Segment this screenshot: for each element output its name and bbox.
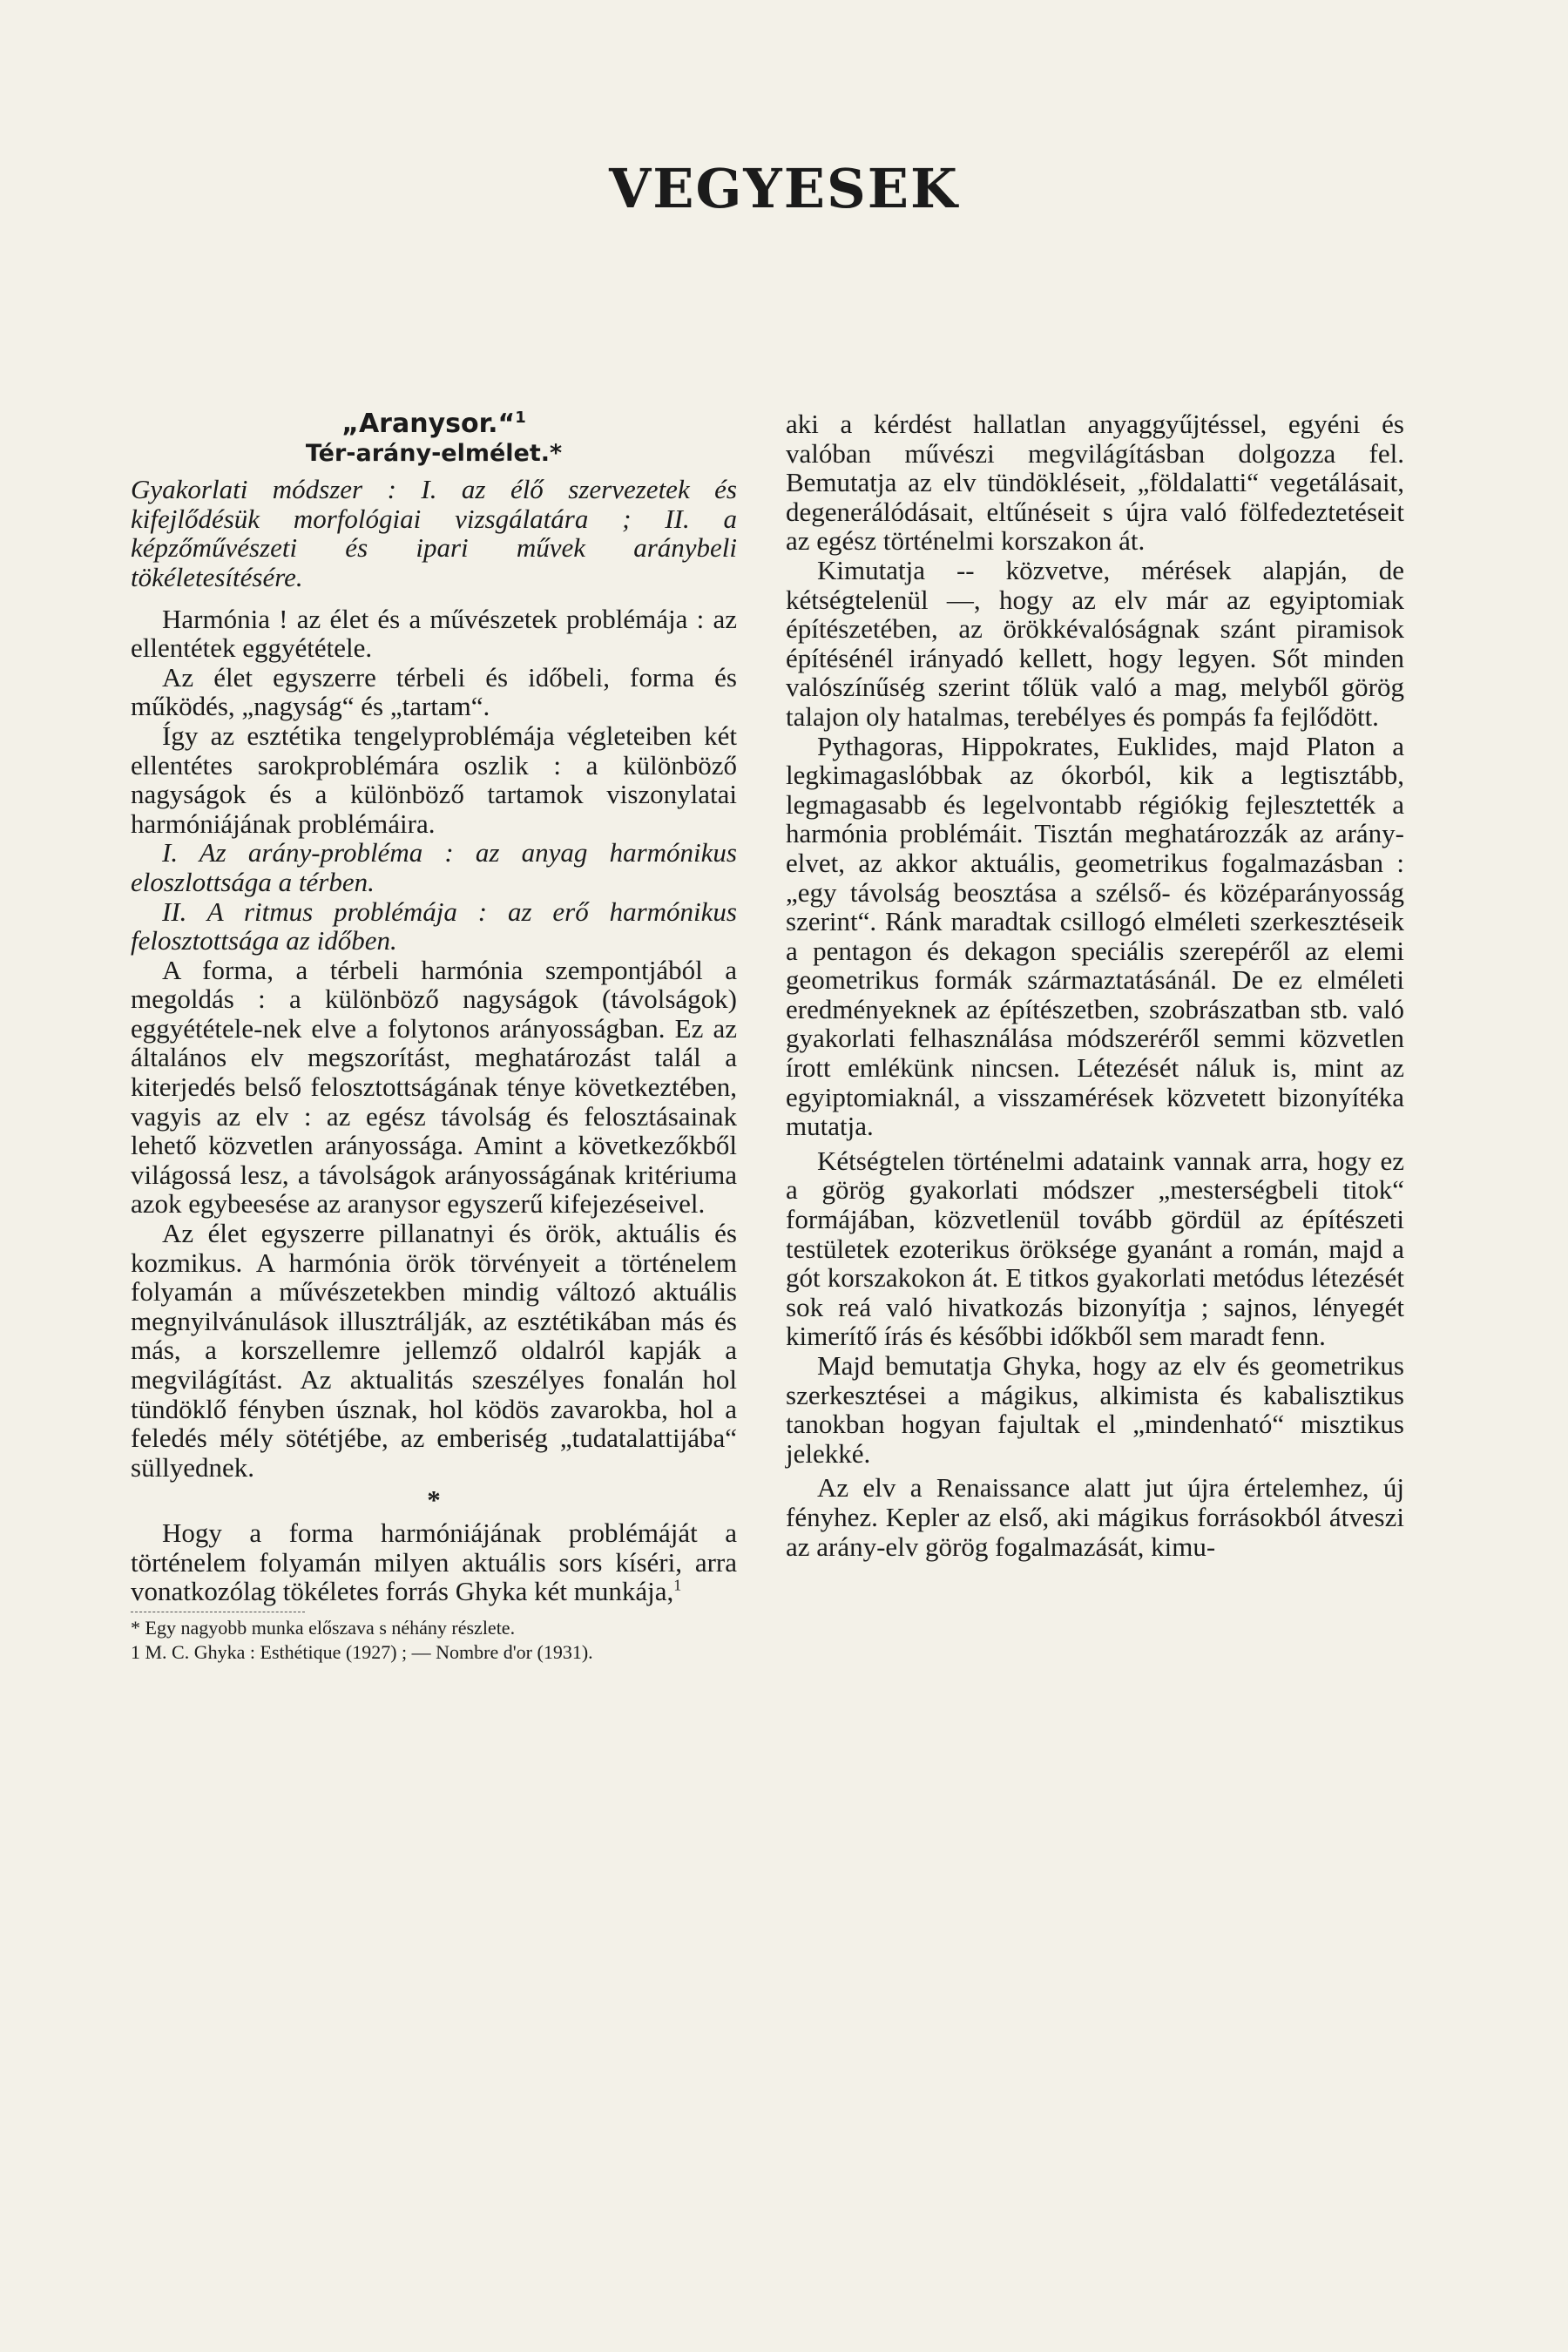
paragraph: Az élet egyszerre pillanatnyi és örök, aktuális és kozmikus. A harmónia örök törvényeit a történelem folyamán a művészetekben mindig változó aktuális megnyilvánulások illusztrálják, az esztétikában más és más, a korszellemre jellemző oldalról kapják a megvilágítást. Az aktualitás szeszélyes fonalán hol tündöklő fényben úsznak, hol ködös zavarokba, hol a feledés mély sötétjébe, az emberiség „tudatalattijába“ süllyednek.: [131, 1218, 737, 1483]
paragraph: Pythagoras, Hippokrates, Euklides, majd Platon a legkimagaslóbbak az ókorból, kik a legtisztább, legmagasabb és legelvontabb régiókig fejlesztették a harmónia problémáit. Tisztán meghatározzák az arány-elvet, az akkor aktuális, geometrikus fogalmazásban : „egy távolság beosztása a szélső- és középarányosság szerint“. Ránk maradtak csillogó elméleti szerkesztéseik a pentagon és dekagon speciális szerepéről az elemi geometrikus formák származtatásánál. De ez elméleti eredményeknek az építészetben, szobrászatban stb. való gyakorlati felhasználása módszeréről semmi közvetlen írott emlékünk nincsen. Létezését náluk is, mint az egyiptomiaknál, a visszamérések közvetett bizonyítéka mutatja.: [786, 730, 1404, 1142]
paragraph: II. A ritmus problémája : az erő harmónikus felosztottsága az időben.: [131, 896, 737, 956]
right-column: [786, 409, 1404, 1561]
article-subject: Gyakorlati módszer : I. az élő szervezetek és kifejlődésük morfológiai vizsgálatára ; II. a képzőművészeti és ipari művek aránybeli tökéletesítésére.: [131, 474, 737, 592]
paragraph: Így az esztétika tengelyproblémája végleteiben két ellentétes sarokproblémára oszlik : a különböző nagyságok és a különböző tartamok viszonylatai harmóniájának problémáira.: [131, 720, 737, 839]
paragraph: A forma, a térbeli harmónia szempontjából a megoldás : a különböző nagyságok (távolságok) eggyététele-nek elve a folytonos arányosságban. Ez az általános elv megszorítást, meghatározást talál a kiterjedés belső felosztottságának ténye következtében, vagyis az elv : az egész távolság és felosztásainak lehető közvetlen arányossága. Amint a következőkből világossá lesz, a távolságok arányosságának kritériuma azok egybeesése az aranysor egyszerű kifejezéseivel.: [131, 954, 737, 1220]
paragraph: Hogy a forma harmóniájának problémáját a történelem folyamán milyen aktuális sors kíséri, arra vonatkozólag tökéletes forrás Ghyka két munkája,$^1$: [131, 1517, 737, 1607]
section-divider: *: [427, 1484, 441, 1516]
footnotes: [131, 1612, 737, 1665]
article-subtitle: Tér-arány-elmélet.*: [305, 439, 563, 467]
footnote: * Egy nagyobb munka előszava s néhány részlete.: [131, 1616, 516, 1639]
paragraph: Kétségtelen történelmi adataink vannak arra, hogy ez a görög gyakorlati módszer „mesterségbeli titok“ formájában, közvetlenül tovább gördül az építészeti testületek ezoterikus öröksége gyanánt a román, majd a gót korszakokon át. E titkos gyakorlati metódus létezését sok reá való hivatkozás bizonyítja ; sajnos, lényegét kimerítő írás és későbbi időkből sem maradt fenn.: [786, 1145, 1404, 1352]
paragraph: Harmónia ! az élet és a művészetek problémája : az ellentétek eggyététele.: [131, 603, 737, 664]
paragraph: Az élet egyszerre térbeli és időbeli, forma és működés, „nagyság“ és „tartam“.: [131, 661, 737, 722]
footnote-marker: 1: [673, 1576, 682, 1594]
paragraph: Kimutatja -- közvetve, mérések alapján, de kétségtelenül —, hogy az elv már az egyiptomiak építészetében, az örökkévalóságnak szánt piramisok építésénél irányadó kellett, hogy legyen. Sőt minden valószínűség szerint tőlük való a mag, melyből görög talajon oly hatalmas, terebélyes és pompás fa fejlődött.: [786, 554, 1404, 732]
article-title: „Aranysor.“$^1$: [341, 409, 526, 439]
page-header: VEGYESEK: [609, 157, 959, 220]
paragraph: Majd bemutatja Ghyka, hogy az elv és geometrikus szerkesztései a mágikus, alkimista és kabalisztikus tanokban hogyan fajultak el „mindenható“ misztikus jelekké.: [786, 1350, 1404, 1469]
paragraph: Az elv a Renaissance alatt jut újra értelemhez, új fényhez. Kepler az első, aki mágikus forrásokból átveszi az arány-elv görög fogalmazását, kimu-: [786, 1472, 1404, 1562]
left-column: [131, 409, 737, 1665]
paragraph: aki a kérdést hallatlan anyaggyűjtéssel, egyéni és valóban művészi megvilágításban dolgozza fel. Bemutatja az elv tündökléseit, „földalatti“ vegetálásait, degenerálódásait, eltűnéseit s újra való fölfedeztetéseit az egész történelmi korszakon át.: [786, 409, 1404, 557]
title-footnote-marker: 1: [515, 409, 526, 427]
footnote: 1 M. C. Ghyka : Esthétique (1927) ; — Nombre d'or (1931).: [131, 1640, 593, 1663]
paragraph: I. Az arány-probléma : az anyag harmónikus eloszlottsága a térben.: [131, 837, 737, 897]
